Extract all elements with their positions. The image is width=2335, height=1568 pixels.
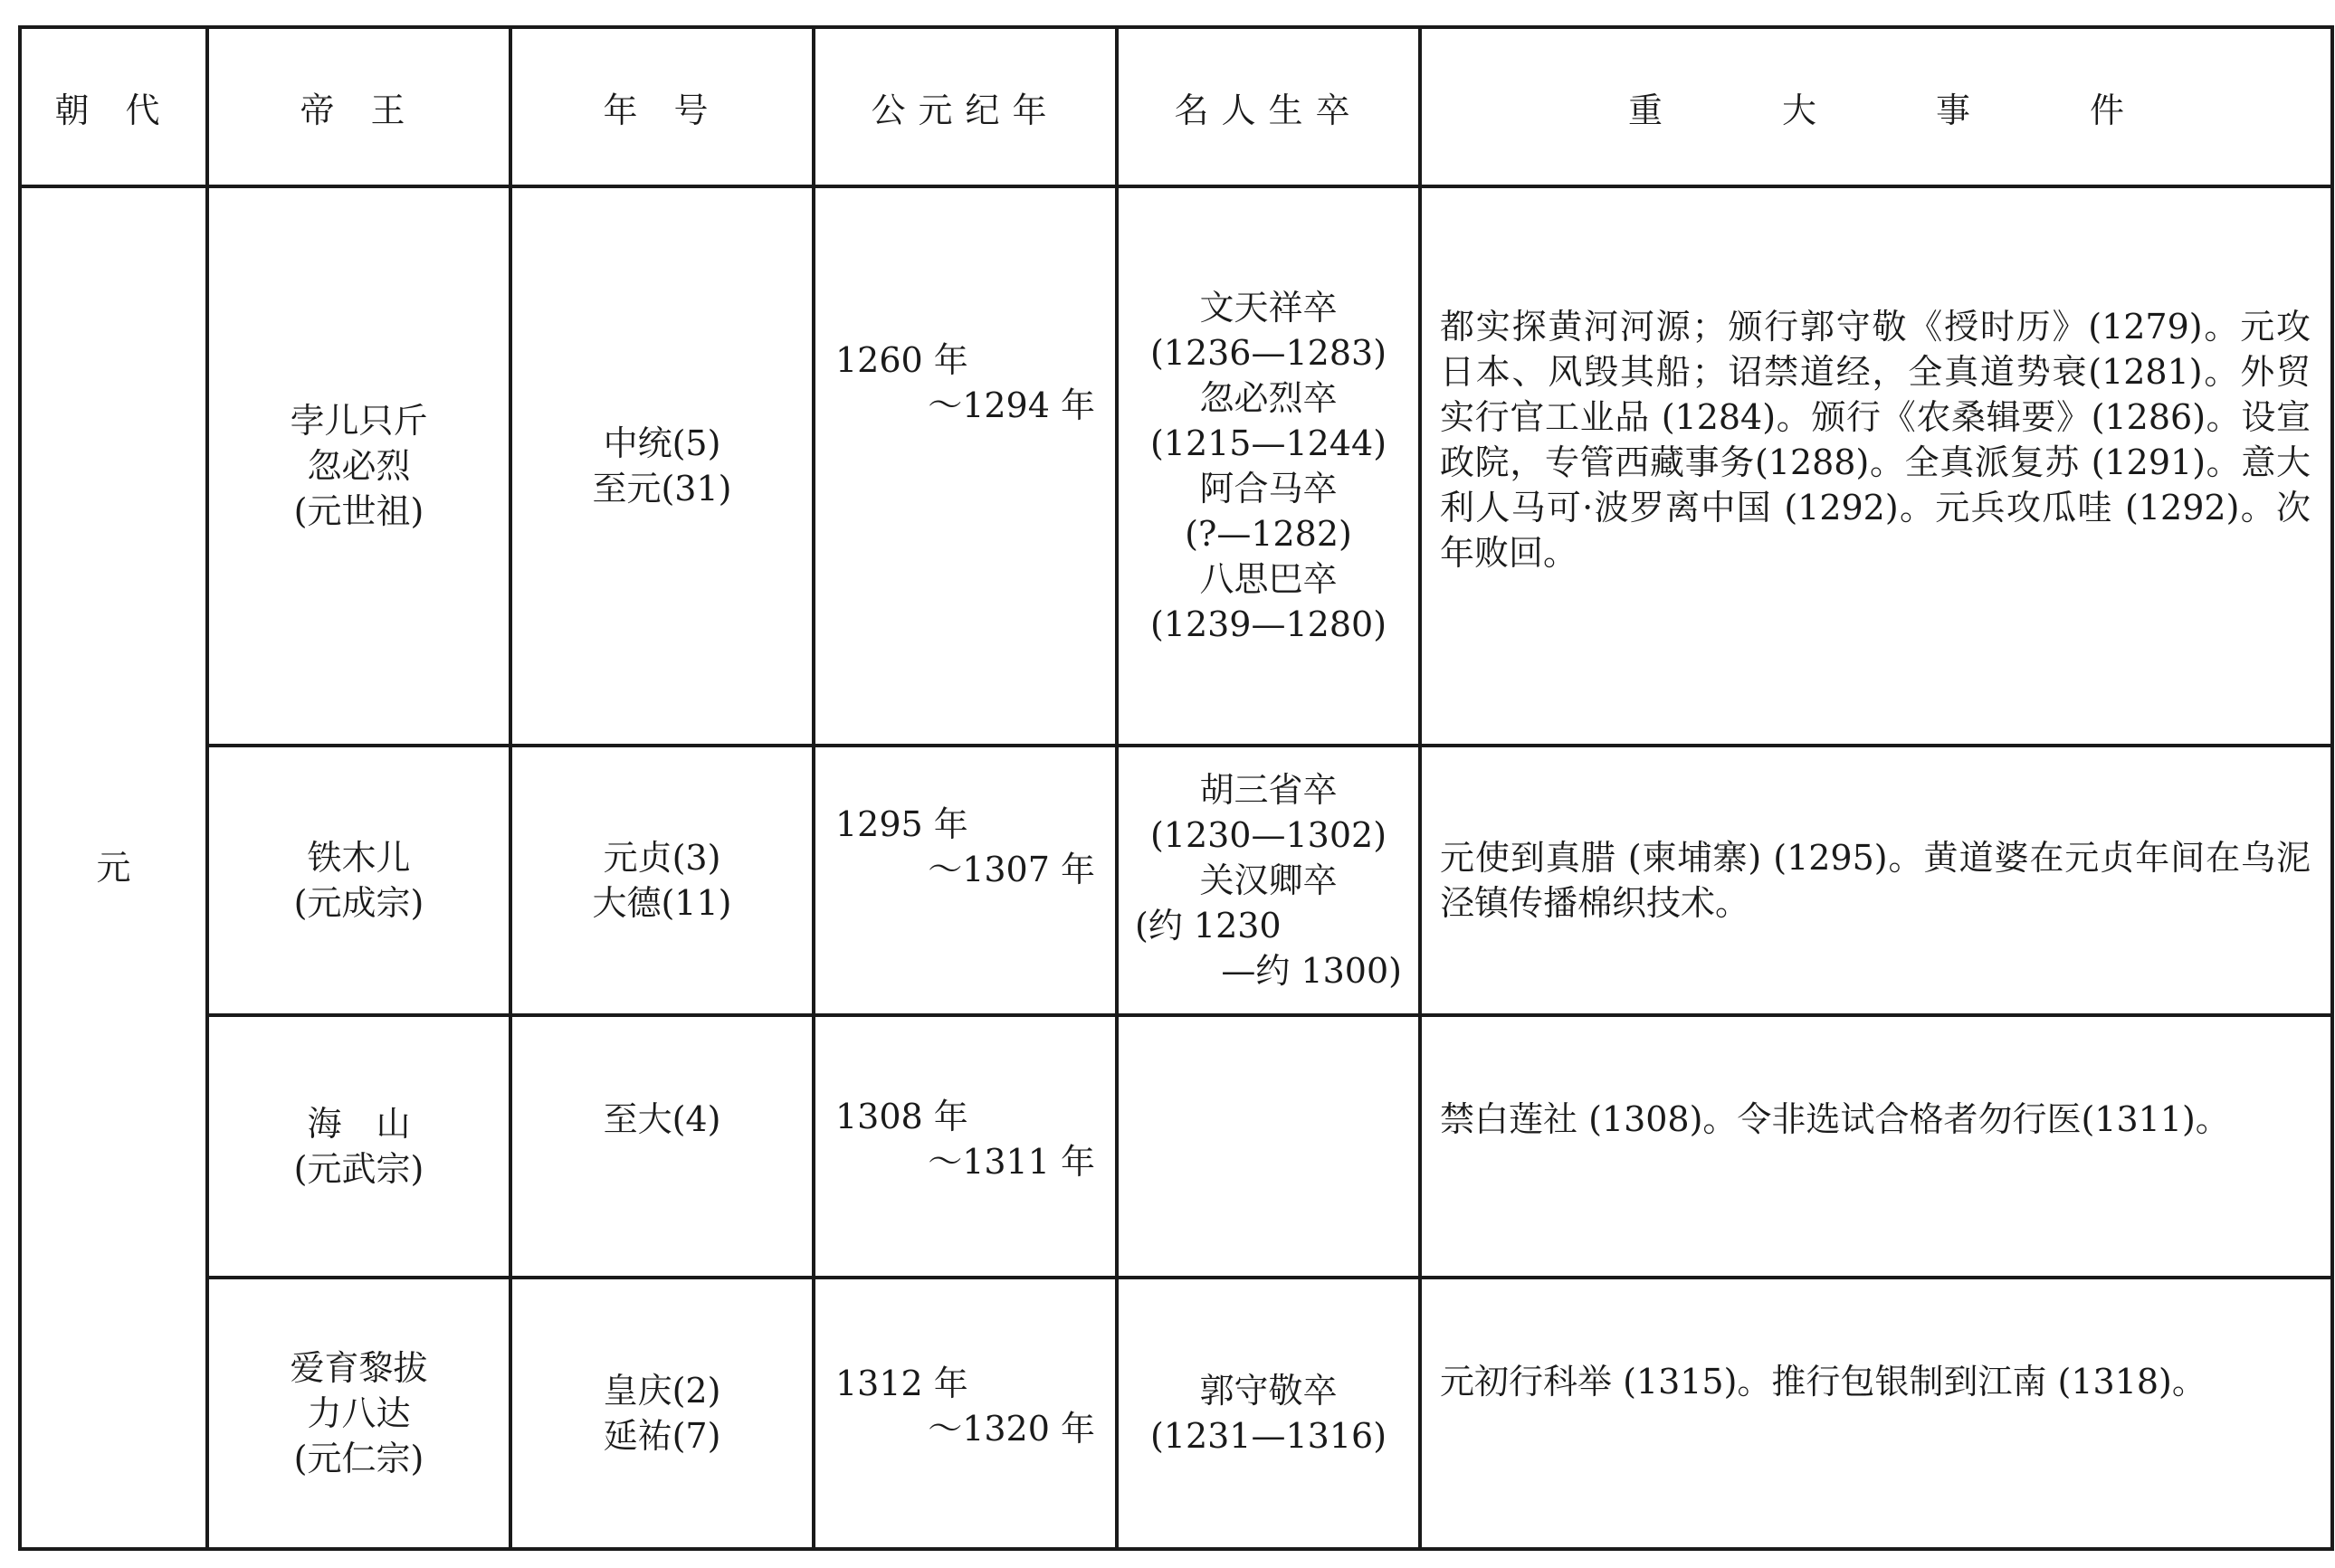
emperor-line: (元武宗) bbox=[293, 1149, 424, 1189]
people-line: 郭守敬卒 bbox=[1199, 1371, 1338, 1411]
people-line: 忽必烈卒 bbox=[1199, 378, 1338, 418]
people-line: 关汉卿卒 bbox=[1199, 860, 1338, 900]
year-end: ～1307 年 bbox=[928, 850, 1095, 889]
table-row bbox=[20, 1278, 2332, 1549]
events-cell: 禁白莲社 (1308)。令非选试合格者勿行医(1311)。 bbox=[1420, 1015, 2332, 1278]
era-line: 大德(11) bbox=[592, 883, 732, 923]
era-line: 延祐(7) bbox=[603, 1416, 721, 1456]
header-years: 公元纪年 bbox=[814, 27, 1117, 186]
emperor-cell bbox=[207, 746, 510, 1015]
header-events-char: 重 bbox=[1627, 90, 1663, 130]
table-row bbox=[20, 186, 2332, 746]
emperor-line: (元仁宗) bbox=[293, 1439, 424, 1478]
emperor-line: 孛儿只斤 bbox=[290, 401, 428, 441]
people-line: (1239—1280) bbox=[1149, 604, 1387, 644]
people-line: —约 1300) bbox=[1221, 951, 1402, 991]
people-line: 胡三省卒 bbox=[1199, 770, 1338, 810]
table-row bbox=[20, 1015, 2332, 1278]
header-people: 名人生卒 bbox=[1117, 27, 1420, 186]
era-line: 中统(5) bbox=[603, 423, 721, 463]
header-dynasty: 朝 代 bbox=[20, 27, 207, 186]
people-line: 八思巴卒 bbox=[1199, 559, 1338, 599]
years-cell bbox=[814, 1278, 1117, 1549]
events-cell: 元初行科举 (1315)。推行包银制到江南 (1318)。 bbox=[1420, 1278, 2332, 1549]
emperor-line: 爱育黎拔 bbox=[290, 1348, 428, 1388]
people-cell bbox=[1117, 1278, 1420, 1549]
yuan-chronology-table bbox=[18, 25, 2334, 1551]
era-line: 皇庆(2) bbox=[603, 1371, 721, 1411]
years-cell bbox=[814, 186, 1117, 746]
era-line: 至元(31) bbox=[592, 469, 732, 508]
emperor-cell bbox=[207, 1015, 510, 1278]
people-line: (约 1230 bbox=[1135, 906, 1282, 946]
header-events-char: 大 bbox=[1781, 90, 1816, 130]
emperor-line: 海 山 bbox=[307, 1104, 411, 1144]
header-row bbox=[20, 27, 2332, 186]
events-cell: 元使到真腊 (柬埔寨) (1295)。黄道婆在元贞年间在乌泥泾镇传播棉织技术。 bbox=[1420, 746, 2332, 1015]
era-line: 元贞(3) bbox=[603, 838, 721, 878]
year-start: 1295 年 bbox=[835, 804, 968, 844]
year-end: ～1294 年 bbox=[928, 385, 1095, 425]
era-cell bbox=[510, 746, 814, 1015]
year-end: ～1320 年 bbox=[928, 1409, 1095, 1449]
years-cell bbox=[814, 746, 1117, 1015]
events-cell: 都实探黄河河源；颁行郭守敬《授时历》(1279)。元攻日本、风毁其船；诏禁道经，全真道势衰(1281)。外贸实行官工业品 (1284)。颁行《农桑辑要》(1286)。设宣政院，专管西藏事务(1288)。全真派复苏 (1291)。意大利人马可·波罗离中国 (1292)。元兵攻瓜哇 (1292)。次年败回。 bbox=[1420, 186, 2332, 746]
era-cell bbox=[510, 186, 814, 746]
era-cell bbox=[510, 1015, 814, 1278]
emperor-line: 力八达 bbox=[307, 1393, 411, 1433]
emperor-line: (元成宗) bbox=[293, 883, 424, 923]
header-events bbox=[1420, 27, 2332, 186]
people-line: (1230—1302) bbox=[1149, 815, 1387, 855]
dynasty-cell: 元 bbox=[20, 186, 207, 1549]
emperor-line: 忽必烈 bbox=[307, 446, 411, 486]
era-cell bbox=[510, 1278, 814, 1549]
people-line: (1236—1283) bbox=[1149, 333, 1387, 373]
emperor-cell bbox=[207, 1278, 510, 1549]
people-line: 文天祥卒 bbox=[1199, 288, 1338, 328]
emperor-line: (元世祖) bbox=[293, 491, 424, 531]
years-cell bbox=[814, 1015, 1117, 1278]
header-events-char: 事 bbox=[1935, 90, 1970, 130]
people-line: (?—1282) bbox=[1185, 514, 1352, 554]
emperor-cell bbox=[207, 186, 510, 746]
year-start: 1308 年 bbox=[835, 1097, 968, 1136]
people-cell bbox=[1117, 746, 1420, 1015]
emperor-line: 铁木儿 bbox=[307, 838, 411, 878]
year-start: 1260 年 bbox=[835, 340, 968, 380]
header-era: 年 号 bbox=[510, 27, 814, 186]
year-start: 1312 年 bbox=[835, 1364, 968, 1403]
people-cell bbox=[1117, 186, 1420, 746]
era-line: 至大(4) bbox=[603, 1099, 721, 1139]
table-row bbox=[20, 746, 2332, 1015]
year-end: ～1311 年 bbox=[928, 1142, 1095, 1182]
people-line: (1215—1244) bbox=[1149, 423, 1387, 463]
header-emperor: 帝 王 bbox=[207, 27, 510, 186]
people-cell bbox=[1117, 1015, 1420, 1278]
people-line: 阿合马卒 bbox=[1199, 469, 1338, 508]
people-line: (1231—1316) bbox=[1149, 1416, 1387, 1456]
header-events-char: 件 bbox=[2089, 90, 2124, 130]
